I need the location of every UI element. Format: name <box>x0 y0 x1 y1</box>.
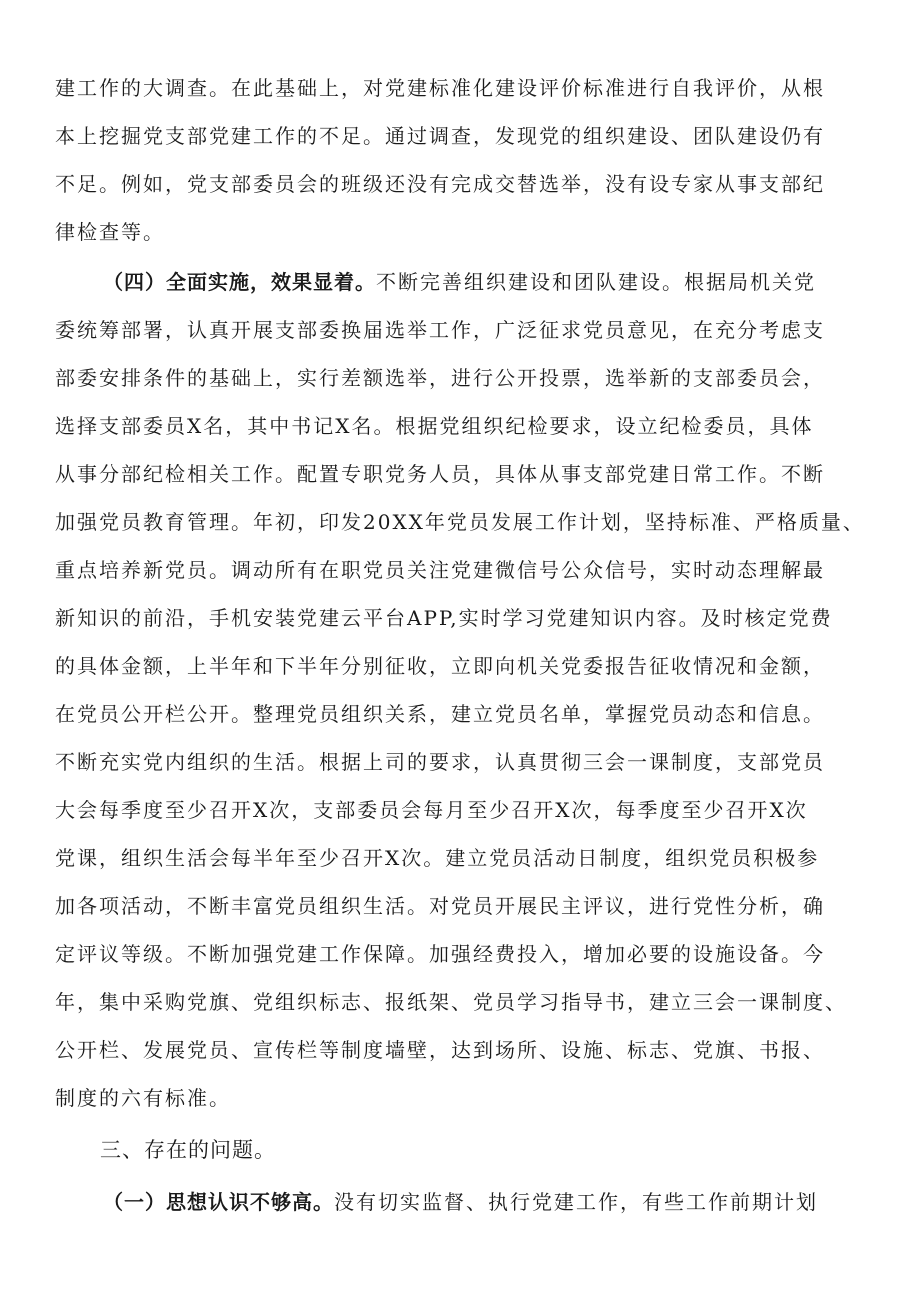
paragraph-line: 制度的六有标准。 <box>55 1086 231 1110</box>
section-four-first-line-text: 不断完善组织建设和团队建设。根据局机关党 <box>376 270 816 294</box>
paragraph-line: 党课，组织生活会每半年至少召开X次。建立党员活动日制度，组织党员积极参 <box>55 846 820 870</box>
subsection-one-first-line <box>103 1180 818 1224</box>
paragraph-line: 选择支部委员X名，其中书记X名。根据党组织纪检要求，设立纪检委员，具体 <box>55 414 814 438</box>
subsection-one-first-line-text: 没有切实监督、执行党建工作，有些工作前期计划 <box>334 1190 818 1214</box>
paragraph-line: 年，集中采购党旗、党组织标志、报纸架、党员学习指导书，建立三会一课制度、 <box>55 990 847 1014</box>
paragraph-line: 的具体金额，上半年和下半年分别征收，立即向机关党委报告征收情况和金额， <box>55 654 825 678</box>
paragraph-line: 重点培养新党员。调动所有在职党员关注党建微信号公众信号，实时动态理解最 <box>55 558 825 582</box>
paragraph-line: 定评议等级。不断加强党建工作保障。加强经费投入，增加必要的设施设备。今 <box>55 942 825 966</box>
paragraph-line: 不足。例如，党支部委员会的班级还没有完成交替选举，没有设专家从事支部纪 <box>55 172 825 196</box>
subsection-one-title: （一）思想认识不够高。 <box>103 1190 334 1214</box>
paragraph-line: 加各项活动，不断丰富党员组织生活。对党员开展民主评议，进行党性分析，确 <box>55 894 825 918</box>
paragraph-line: 委统筹部署，认真开展支部委换届选举工作，广泛征求党员意见，在充分考虑支 <box>55 318 825 342</box>
paragraph-line: 在党员公开栏公开。整理党员组织关系，建立党员名单，掌握党员动态和信息。 <box>55 702 825 726</box>
paragraph-line: 建工作的大调查。在此基础上，对党建标准化建设评价标准进行自我评价，从根 <box>55 76 825 100</box>
section-four-first-line <box>103 260 816 304</box>
section-three-heading: 三、存在的问题。 <box>100 1138 276 1162</box>
paragraph-line: 本上挖掘党支部党建工作的不足。通过调查，发现党的组织建设、团队建设仍有 <box>55 124 825 148</box>
paragraph-line: 律检查等。 <box>55 220 165 244</box>
paragraph-line: 大会每季度至少召开X次，支部委员会每月至少召开X次，每季度至少召开X次 <box>55 798 808 822</box>
paragraph-line: 不断充实党内组织的生活。根据上司的要求，认真贯彻三会一课制度，支部党员 <box>55 750 825 774</box>
section-four-title: （四）全面实施，效果显着。 <box>103 270 376 294</box>
paragraph-line: 公开栏、发展党员、宣传栏等制度墙壁，达到场所、设施、标志、党旗、书报、 <box>55 1038 825 1062</box>
paragraph-line: 从事分部纪检相关工作。配置专职党务人员，具体从事支部党建日常工作。不断 <box>55 462 825 486</box>
paragraph-line: 加强党员教育管理。年初，印发20XX年党员发展工作计划，坚持标准、严格质量、 <box>55 510 865 534</box>
paragraph-line: 新知识的前沿，手机安装党建云平台APP,实时学习党建知识内容。及时核定党费 <box>55 606 833 630</box>
paragraph-line: 部委安排条件的基础上，实行差额选举，进行公开投票，选举新的支部委员会， <box>55 366 825 390</box>
